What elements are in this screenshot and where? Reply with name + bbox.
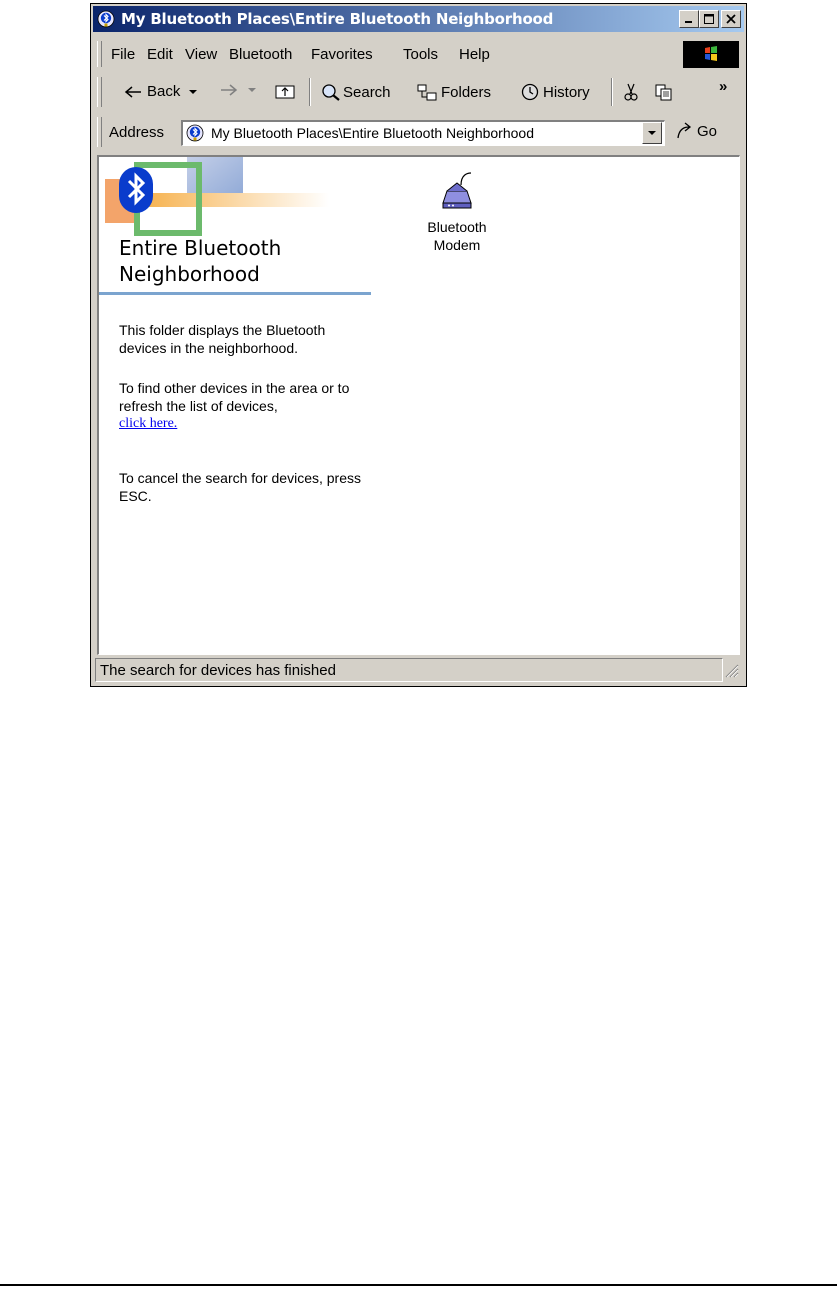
device-label — [417, 218, 497, 254]
minimize-icon — [684, 14, 694, 24]
history-label: History — [543, 83, 590, 101]
panel-title-line2: Neighborhood — [119, 262, 260, 286]
menu-favorites[interactable]: Favorites — [311, 46, 373, 63]
go-label: Go — [697, 122, 718, 140]
search-icon — [321, 83, 341, 101]
page-footer-rule — [0, 1284, 837, 1286]
refresh-instructions: To find other devices in the area or to refresh the list of devices, — [119, 380, 350, 414]
panel-cancel-text: To cancel the search for devices, press ESC. — [119, 470, 362, 504]
scissors-icon — [623, 83, 639, 101]
folders-label: Folders — [441, 83, 492, 101]
cut-button[interactable] — [623, 83, 639, 101]
menu-bar — [95, 38, 740, 70]
panel-description: This folder displays the Bluetooth devices in the neighborhood. — [119, 322, 326, 356]
menubar-grip[interactable] — [97, 41, 102, 67]
status-bar — [95, 658, 740, 682]
minimize-button[interactable] — [679, 10, 699, 28]
menu-file[interactable]: File — [111, 46, 136, 63]
status-text: The search for devices has finished — [95, 658, 723, 682]
windows-logo — [683, 41, 739, 68]
window-title: My Bluetooth Places\Entire Bluetooth Neighborhood — [121, 10, 554, 28]
resize-grip-icon[interactable] — [725, 664, 739, 678]
folders-icon — [417, 83, 437, 101]
explorer-window — [90, 3, 747, 687]
title-bar[interactable] — [93, 6, 744, 32]
chevron-down-icon — [247, 86, 257, 94]
standard-toolbar — [95, 74, 740, 110]
maximize-icon — [704, 14, 714, 24]
folder-view — [97, 155, 740, 655]
close-icon — [726, 14, 736, 24]
menu-tools[interactable]: Tools — [403, 46, 439, 63]
folders-button[interactable] — [417, 83, 491, 101]
up-folder-button[interactable] — [275, 83, 295, 99]
chevron-down-icon — [188, 88, 198, 96]
toolbar-separator — [611, 78, 613, 106]
chevron-down-icon — [643, 123, 661, 143]
address-input[interactable] — [181, 120, 665, 146]
panel-title-line1: Entire Bluetooth — [119, 236, 282, 260]
menu-bluetooth[interactable]: Bluetooth — [229, 46, 293, 63]
bluetooth-places-icon — [97, 10, 115, 28]
address-value: My Bluetooth Places\Entire Bluetooth Neighborhood — [211, 125, 534, 141]
device-label-line1: Bluetooth — [427, 219, 487, 235]
go-arrow-icon — [675, 122, 695, 140]
device-label-line2: Modem — [433, 237, 481, 253]
history-icon — [519, 83, 541, 101]
addressbar-grip[interactable] — [97, 117, 102, 147]
forward-arrow-icon — [219, 83, 239, 97]
menu-help[interactable]: Help — [459, 46, 490, 63]
toolbar-overflow-chevron[interactable]: » — [719, 78, 728, 95]
windows-flag-icon — [683, 41, 739, 68]
copy-icon — [655, 83, 673, 101]
device-item-bluetooth-modem[interactable] — [417, 165, 497, 254]
toolbar-separator — [309, 78, 311, 106]
menu-view[interactable]: View — [185, 46, 218, 63]
close-button[interactable] — [721, 10, 741, 28]
forward-button[interactable] — [219, 83, 257, 97]
search-button[interactable] — [321, 83, 391, 101]
bluetooth-places-icon — [186, 124, 204, 142]
toolbar-grip[interactable] — [97, 77, 102, 107]
address-bar — [95, 114, 740, 150]
address-label: Address — [109, 124, 165, 141]
bluetooth-banner-graphic — [99, 157, 339, 237]
go-button[interactable] — [675, 122, 717, 140]
panel-title — [119, 235, 281, 287]
address-dropdown-button[interactable] — [642, 122, 662, 144]
history-button[interactable] — [519, 83, 590, 101]
panel-refresh-text — [119, 379, 369, 433]
back-arrow-icon — [123, 85, 143, 99]
back-label: Back — [147, 83, 181, 100]
up-folder-icon — [275, 83, 295, 99]
panel-divider — [99, 292, 371, 295]
copy-button[interactable] — [655, 83, 673, 101]
refresh-link[interactable]: click here. — [119, 416, 178, 431]
search-label: Search — [343, 83, 391, 101]
maximize-button[interactable] — [699, 10, 719, 28]
modem-icon — [437, 165, 477, 213]
menu-edit[interactable]: Edit — [147, 46, 173, 63]
back-button[interactable] — [123, 83, 198, 100]
